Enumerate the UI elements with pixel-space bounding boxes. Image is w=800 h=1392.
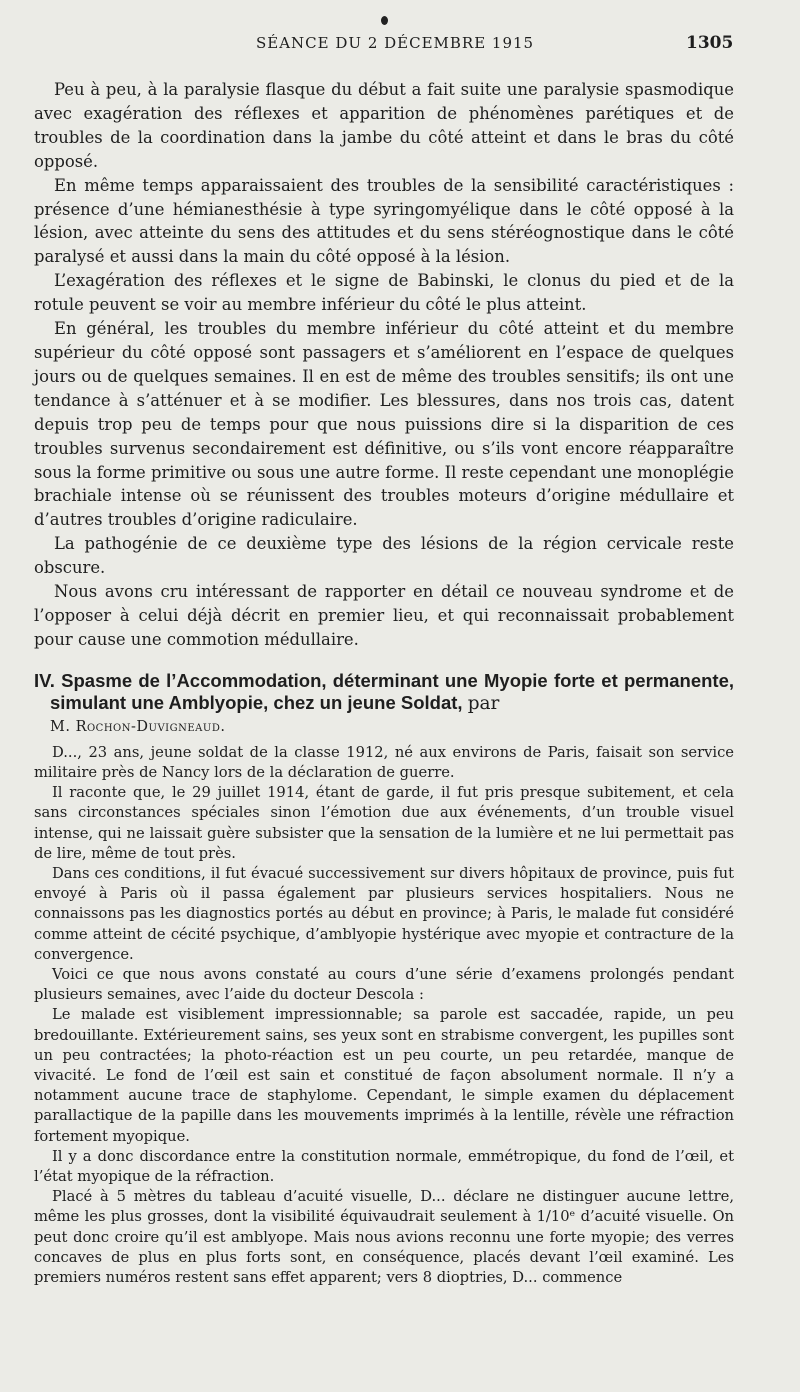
running-title: SÉANCE DU 2 DÉCEMBRE 1915 [256, 34, 535, 52]
paragraph: La pathogénie de ce deuxième type des lésions de la région cervicale reste obscure. [34, 534, 734, 578]
paragraph: En même temps apparaissaient des troubles de la sensibilité caractéristiques : présence d’une hémianesthésie à type syringomyélique dans le côté opposé à la lésion, avec atteinte du sens des attitudes et du sens stéréognostique dans le côté paralysé et aussi dans la main du côté opposé à la lésion. [34, 175, 734, 267]
paragraph: Placé à 5 mètres du tableau d’acuité visuelle, D... déclare ne distinguer aucune lettre, même les plus grosses, dont la visibilité équivaudrait seulement à 1/10ᵉ d’acuité visuelle. On peut donc croire qu’il est amblyope. Mais nous avions reconnu une forte myopie; des verres concaves de plus en plus forts sont, en conséquence, placés devant l’œil examiné. Les premiers numéros restent sans effet apparent; vers 8 dioptries, D... commence [34, 1188, 734, 1287]
paragraph: Dans ces conditions, il fut évacué successivement sur divers hôpitaux de province, puis fut envoyé à Paris où il passa également par plusieurs services hospitaliers. Nous ne connaissons pas les diagnostics portés au début en province; à Paris, le malade fut considéré comme atteint de cécité psychique, d’amblyopie hystérique avec myopie et contracture de la convergence. [34, 864, 734, 963]
paragraph: D..., 23 ans, jeune soldat de la classe 1912, né aux environs de Paris, faisait son service militaire près de Nancy lors de la déclaration de guerre. [34, 743, 734, 781]
paragraph: Nous avons cru intéressant de rapporter en détail ce nouveau syndrome et de l’opposer à celui déjà décrit en premier lieu, et qui reconnaissait probablement pour cause une commotion médullaire. [34, 582, 734, 649]
paragraph: Le malade est visiblement impressionnable; sa parole est saccadée, rapide, un peu bredouillante. Extérieurement sains, ses yeux sont en strabisme convergent, les pupilles sont un peu contractées; la photo-réaction est un peu courte, un peu retardée, manque de vivacité. Le fond de l’œil est sain et constitué de façon absolument normale. Il n’y a notamment aucune trace de staphylome. Cependant, le simple examen du déplacement parallactique de la papille dans les mouvements imprimés à la lentille, révèle une réfraction fortement myopique. [34, 1006, 734, 1145]
page-body [34, 78, 734, 1288]
page-header [0, 34, 800, 58]
ink-dot [381, 16, 388, 25]
paragraph: En général, les troubles du membre inférieur du côté atteint et du membre supérieur du côté opposé sont passagers et s’améliorent en l’espace de quelques jours ou de quelques semaines. Il en est de même des troubles sensitifs; ils ont une tendance à s’atténuer et à se modifier. Les blessures, dans nos trois cas, datent depuis trop peu de temps pour que nous puissions dire si la disparition de ces troubles survenus secondairement est définitive, ou s’ils vont encore réapparaître sous la forme primitive ou sous une autre forme. Il reste cependant une monoplégie brachiale intense où se réunissent des troubles moteurs d’origine médullaire et d’autres troubles d’origine radiculaire. [34, 319, 734, 530]
paragraph: Voici ce que nous avons constaté au cours d’une série d’examens prolongés pendant plusieurs semaines, avec l’aide du docteur Descola : [34, 965, 734, 1004]
section-title: IV. Spasme de l’Accommodation, déterminant une Myopie forte et permanente, simulant une Amblyopie, chez un jeune Soldat, [34, 669, 734, 713]
paragraph: L’exagération des réflexes et le signe de Babinski, le clonus du pied et de la rotule peuvent se voir au membre inférieur du côté le plus atteint. [34, 271, 734, 315]
section-heading [34, 670, 734, 715]
page-number: 1305 [686, 33, 734, 53]
paragraph: Peu à peu, à la paralysie flasque du début a fait suite une paralysie spasmodique avec exagération des réflexes et apparition de phénomènes parétiques et de troubles de la coordination dans la jambe du côté atteint et dans le bras du côté opposé. [34, 80, 734, 171]
section-par: par [467, 692, 500, 714]
paragraph: Il raconte que, le 29 juillet 1914, étant de garde, il fut pris presque subitement, et cela sans circonstances spéciales sinon l’émotion due aux événements, d’un trouble visuel intense, qui ne laissait guère subsister que la sensation de la lumière et ne lui permettait pas de lire, même de tout près. [34, 784, 734, 862]
paragraph: Il y a donc discordance entre la constitution normale, emmétropique, du fond de l’œil, et l’état myopique de la réfraction. [34, 1147, 734, 1186]
section-author: M. Rochon-Duvigneaud. [50, 718, 226, 735]
